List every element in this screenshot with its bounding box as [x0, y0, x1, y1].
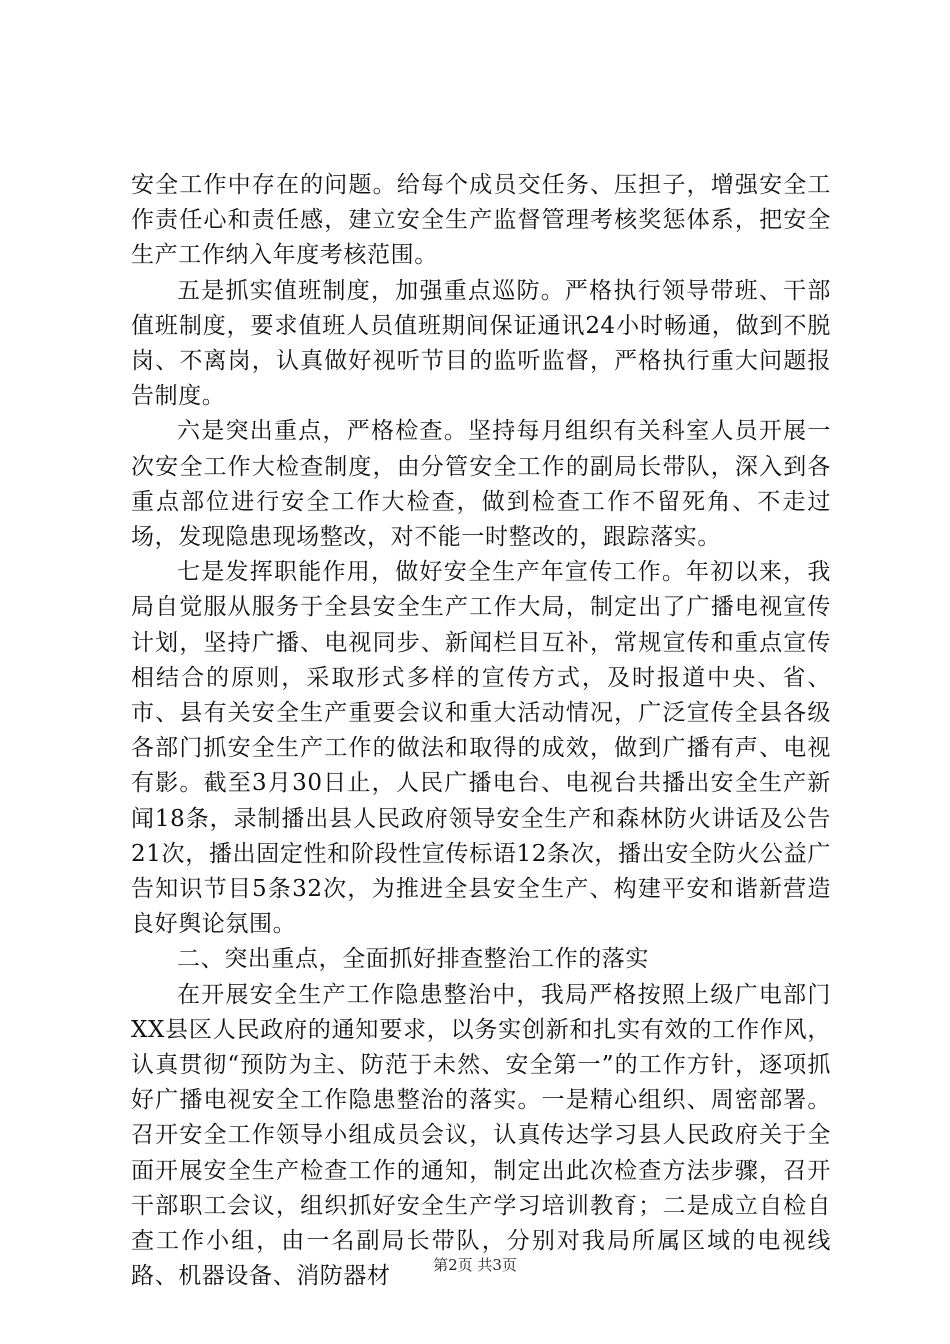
- paragraph-5: 在开展安全生产工作隐患整治中，我局严格按照上级广电部门XX县区人民政府的通知要求，以务实创新和扎实有效的工作作风，认真贯彻“预防为主、防范于未然、安全第一”的工作方针，逐项抓好广播电视安全工作隐患整治的落实。一是精心组织、周密部署。召开安全工作领导小组成员会议，认真传达学习县人民政府关于全面开展安全生产检查工作的通知，制定出此次检查方法步骤，召开干部职工会议，组织抓好安全生产学习培训教育；二是成立自检自查工作小组，由一名副局长带队，分别对我局所属区域的电视线路、机器设备、消防器材: [131, 981, 831, 1290]
- paragraph-2: 五是抓实值班制度，加强重点巡防。严格执行领导带班、干部值班制度，要求值班人员值班期间保证通讯24小时畅通，做到不脱岗、不离岗，认真做好视听节目的监听监督，严格执行重大问题报告制度。: [131, 277, 831, 410]
- paragraph-1: 安全工作中存在的问题。给每个成员交任务、压担子，增强安全工作责任心和责任感，建立安全生产监督管理考核奖惩体系，把安全生产工作纳入年度考核范围。: [131, 172, 831, 269]
- paragraph-4: 七是发挥职能作用，做好安全生产年宣传工作。年初以来，我局自觉服从服务于全县安全生产工作大局，制定出了广播电视宣传计划，坚持广播、电视同步、新闻栏目互补，常规宣传和重点宣传相结合的原则，采取形式多样的宣传方式，及时报道中央、省、市、县有关安全生产重要会议和重大活动情况，广泛宣传全县各级各部门抓安全生产工作的做法和取得的成效，做到广播有声、电视有影。截至3月30日止，人民广播电台、电视台共播出安全生产新闻18条，录制播出县人民政府领导安全生产和森林防火讲话及公告21次，播出固定性和阶段性宣传标语12条次，播出安全防火公益广告知识节目5条32次，为推进全县安全生产、构建平安和谐新营造良好舆论氛围。: [131, 559, 831, 938]
- section-heading: 二、突出重点，全面抓好排查整治工作的落实: [177, 946, 649, 973]
- page-number-footer: 第2页 共3页: [433, 1256, 517, 1274]
- paragraph-3: 六是突出重点，严格检查。坚持每月组织有关科室人员开展一次安全工作大检查制度，由分管安全工作的副局长带队，深入到各重点部位进行安全工作大检查，做到检查工作不留死角、不走过场，发现隐患现场整改，对不能一时整改的，跟踪落实。: [131, 418, 831, 551]
- document-body: [131, 168, 831, 1295]
